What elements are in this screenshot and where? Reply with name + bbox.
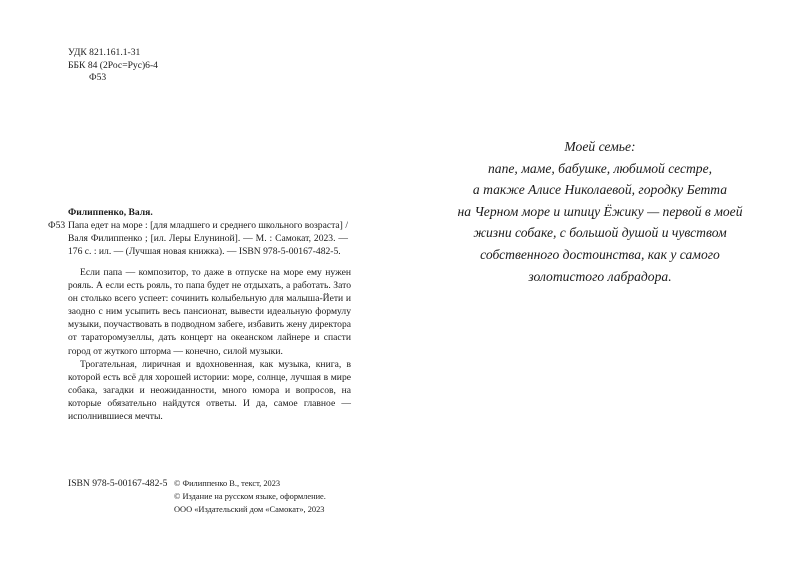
bbk-code: ББК 84 (2Рос=Рус)6-4 [68,59,158,71]
dedication-line: папе, маме, бабушке, любимой сестре, [487,160,713,176]
isbn: ISBN 978-5-00167-482-5 [68,478,168,489]
annotation [68,266,351,423]
copyright-block [174,478,326,516]
copyright-line: ООО «Издательский дом «Самокат», 2023 [174,504,325,514]
annotation-paragraph: Если папа — композитор, то даже в отпуске на море ему нужен рояль. А если есть рояль, то папа будет не отдыхать, а работать. Зато он столько всего успеет: сочинить колыбельную для малыша-Йети и заодно с ним усыпить весь пансионат, вывести идеальную формулу музыки, поучаствовать в подводном забеге, избавить жену директора от тараторомузеллы, дать концерт на океанском лайнере и спасти город от жуткого шторма — конечно, силой музыки. [68,267,352,357]
dedication-line: а также Алисе Николаевой, городку Бетта [472,182,728,198]
copyright-line: © Издание на русском языке, оформление. [174,491,326,501]
copyright-line: © Филиппенко В., текст, 2023 [174,479,281,488]
dedication-line: на Черном море и шпицу Ёжику — первой в моей [457,203,743,219]
dedication-line: собственного достоинства, как у самого [480,246,720,262]
dedication-line: Моей семье: [564,139,636,154]
bibliographic-description: Папа едет на море : [для младшего и среднего школьного возраста] / Валя Филиппенко ; [ил. Леры Елуниной]. — М. : Самокат, 2023. — 176 с. : ил. — (Лучшая новая книжка). — ISBN 978-5-00167-482-5. [68,220,348,257]
dedication [430,136,770,287]
dedication-line: жизни собаке, с большой душой и чувством [473,225,727,241]
udk-code: УДК 821.161.1-31 [68,47,141,58]
author-mark: Ф53 [89,72,107,84]
bibliographic-record [48,206,348,258]
annotation-paragraph: Трогательная, лиричная и вдохновенная, как музыка, книга, в которой есть всё для хорошей истории: море, солнце, лучшая в мире собака, загадки и неожиданности, много юмора и вопросов, на которые обязательно найдутся ответы. И да, самое главное — исполнившиеся мечты. [68,358,351,423]
dedication-page [400,0,800,575]
classification-block [68,47,158,85]
dedication-line: золотистого лабрадора. [528,268,672,284]
author-code: Ф53 [48,220,66,231]
author-heading: Филиппенко, Валя. [68,207,153,218]
